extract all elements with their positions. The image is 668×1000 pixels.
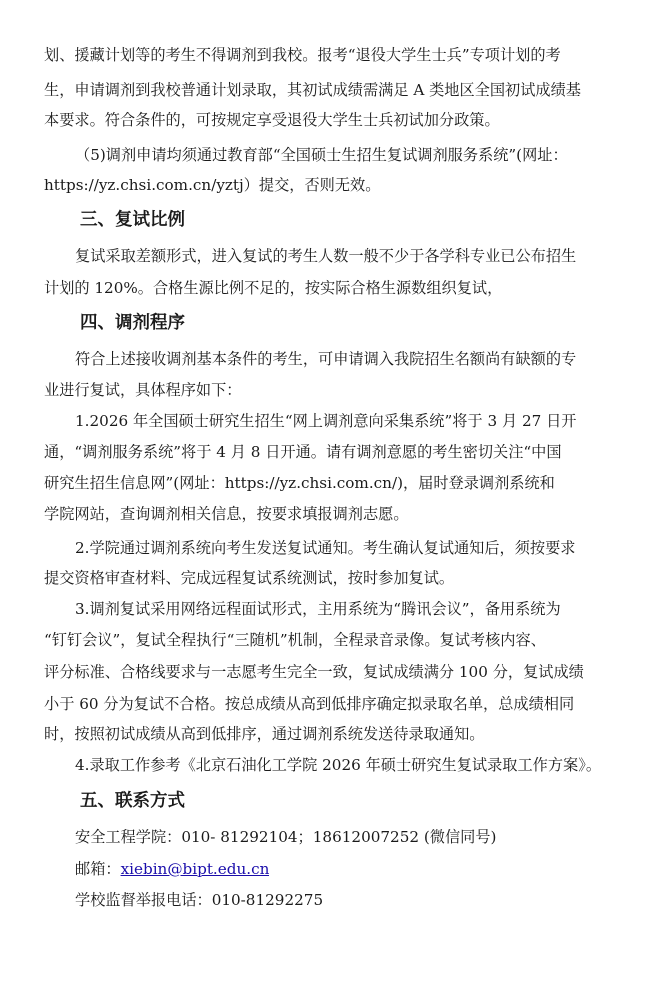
- contact-report-phone: 学校监督举报电话：010-81292275: [75, 891, 324, 909]
- paragraph-line: 复试采取差额形式，进入复试的考生人数一般不少于各学科专业已公布招生: [75, 247, 577, 265]
- paragraph-line: 生，申请调剂到我校普通计划录取，其初试成绩需满足 A 类地区全国初试成绩基: [44, 81, 581, 99]
- paragraph-line: 业进行复试，具体程序如下：: [44, 381, 242, 399]
- paragraph-line: 划、援藏计划等的考生不得调剂到我校。报考“退役大学生士兵”专项计划的考: [44, 46, 561, 64]
- email-label: 邮箱：: [75, 860, 121, 878]
- paragraph-line: 2.学院通过调剂系统向考生发送复试通知。考生确认复试通知后，须按要求: [75, 539, 576, 557]
- paragraph-line: 本要求。符合条件的，可按规定享受退役大学生士兵初试加分政策。: [44, 111, 500, 129]
- paragraph-line: 符合上述接收调剂基本条件的考生，可申请调入我院招生名额尚有缺额的专: [75, 350, 577, 368]
- paragraph-line: 4.录取工作参考《北京石油化工学院 2026 年硕士研究生复试录取工作方案》。: [75, 756, 602, 774]
- paragraph-line: 学院网站，查询调剂相关信息，按要求填报调剂志愿。: [44, 505, 409, 523]
- paragraph-line: 评分标准、合格线要求与一志愿考生完全一致，复试成绩满分 100 分，复试成绩: [44, 663, 584, 681]
- paragraph-line: 3.调剂复试采用网络远程面试形式，主用系统为“腾讯会议”，备用系统为: [75, 600, 561, 618]
- section-heading-contact: 五、联系方式: [80, 791, 185, 811]
- paragraph-line: 提交资格审查材料、完成远程复试系统测试，按时参加复试。: [44, 569, 455, 587]
- section-heading-procedure: 四、调剂程序: [80, 313, 185, 333]
- paragraph-line: 研究生招生信息网”(网址：https://yz.chsi.com.cn/)，届时登录调剂系统和: [44, 474, 555, 492]
- paragraph-line: https://yz.chsi.com.cn/yztj）提交，否则无效。: [44, 176, 381, 194]
- paragraph-line: “钉钉会议”，复试全程执行“三随机”机制，全程录音录像。复试考核内容、: [44, 631, 546, 649]
- paragraph-line: 小于 60 分为复试不合格。按总成绩从高到低排序确定拟录取名单，总成绩相同: [44, 695, 575, 713]
- paragraph-line: 时，按照初试成绩从高到低排序，通过调剂系统发送待录取通知。: [44, 725, 485, 743]
- contact-email-row: [75, 859, 269, 879]
- email-link[interactable]: xiebin@bipt.edu.cn: [120, 860, 270, 878]
- paragraph-line: 通，“调剂服务系统”将于 4 月 8 日开通。请有调剂意愿的考生密切关注“中国: [44, 443, 562, 461]
- paragraph-line: （5)调剂申请均须通过教育部“全国硕士生招生复试调剂服务系统”(网址：: [75, 146, 568, 164]
- contact-phone: 安全工程学院：010- 81292104；18612007252 (微信同号): [75, 828, 497, 846]
- paragraph-line: 1.2026 年全国硕士研究生招生“网上调剂意向采集系统”将于 3 月 27 日开: [75, 412, 577, 430]
- section-heading-ratio: 三、复试比例: [80, 210, 185, 230]
- paragraph-line: 计划的 120%。合格生源比例不足的，按实际合格生源数组织复试，: [44, 279, 503, 297]
